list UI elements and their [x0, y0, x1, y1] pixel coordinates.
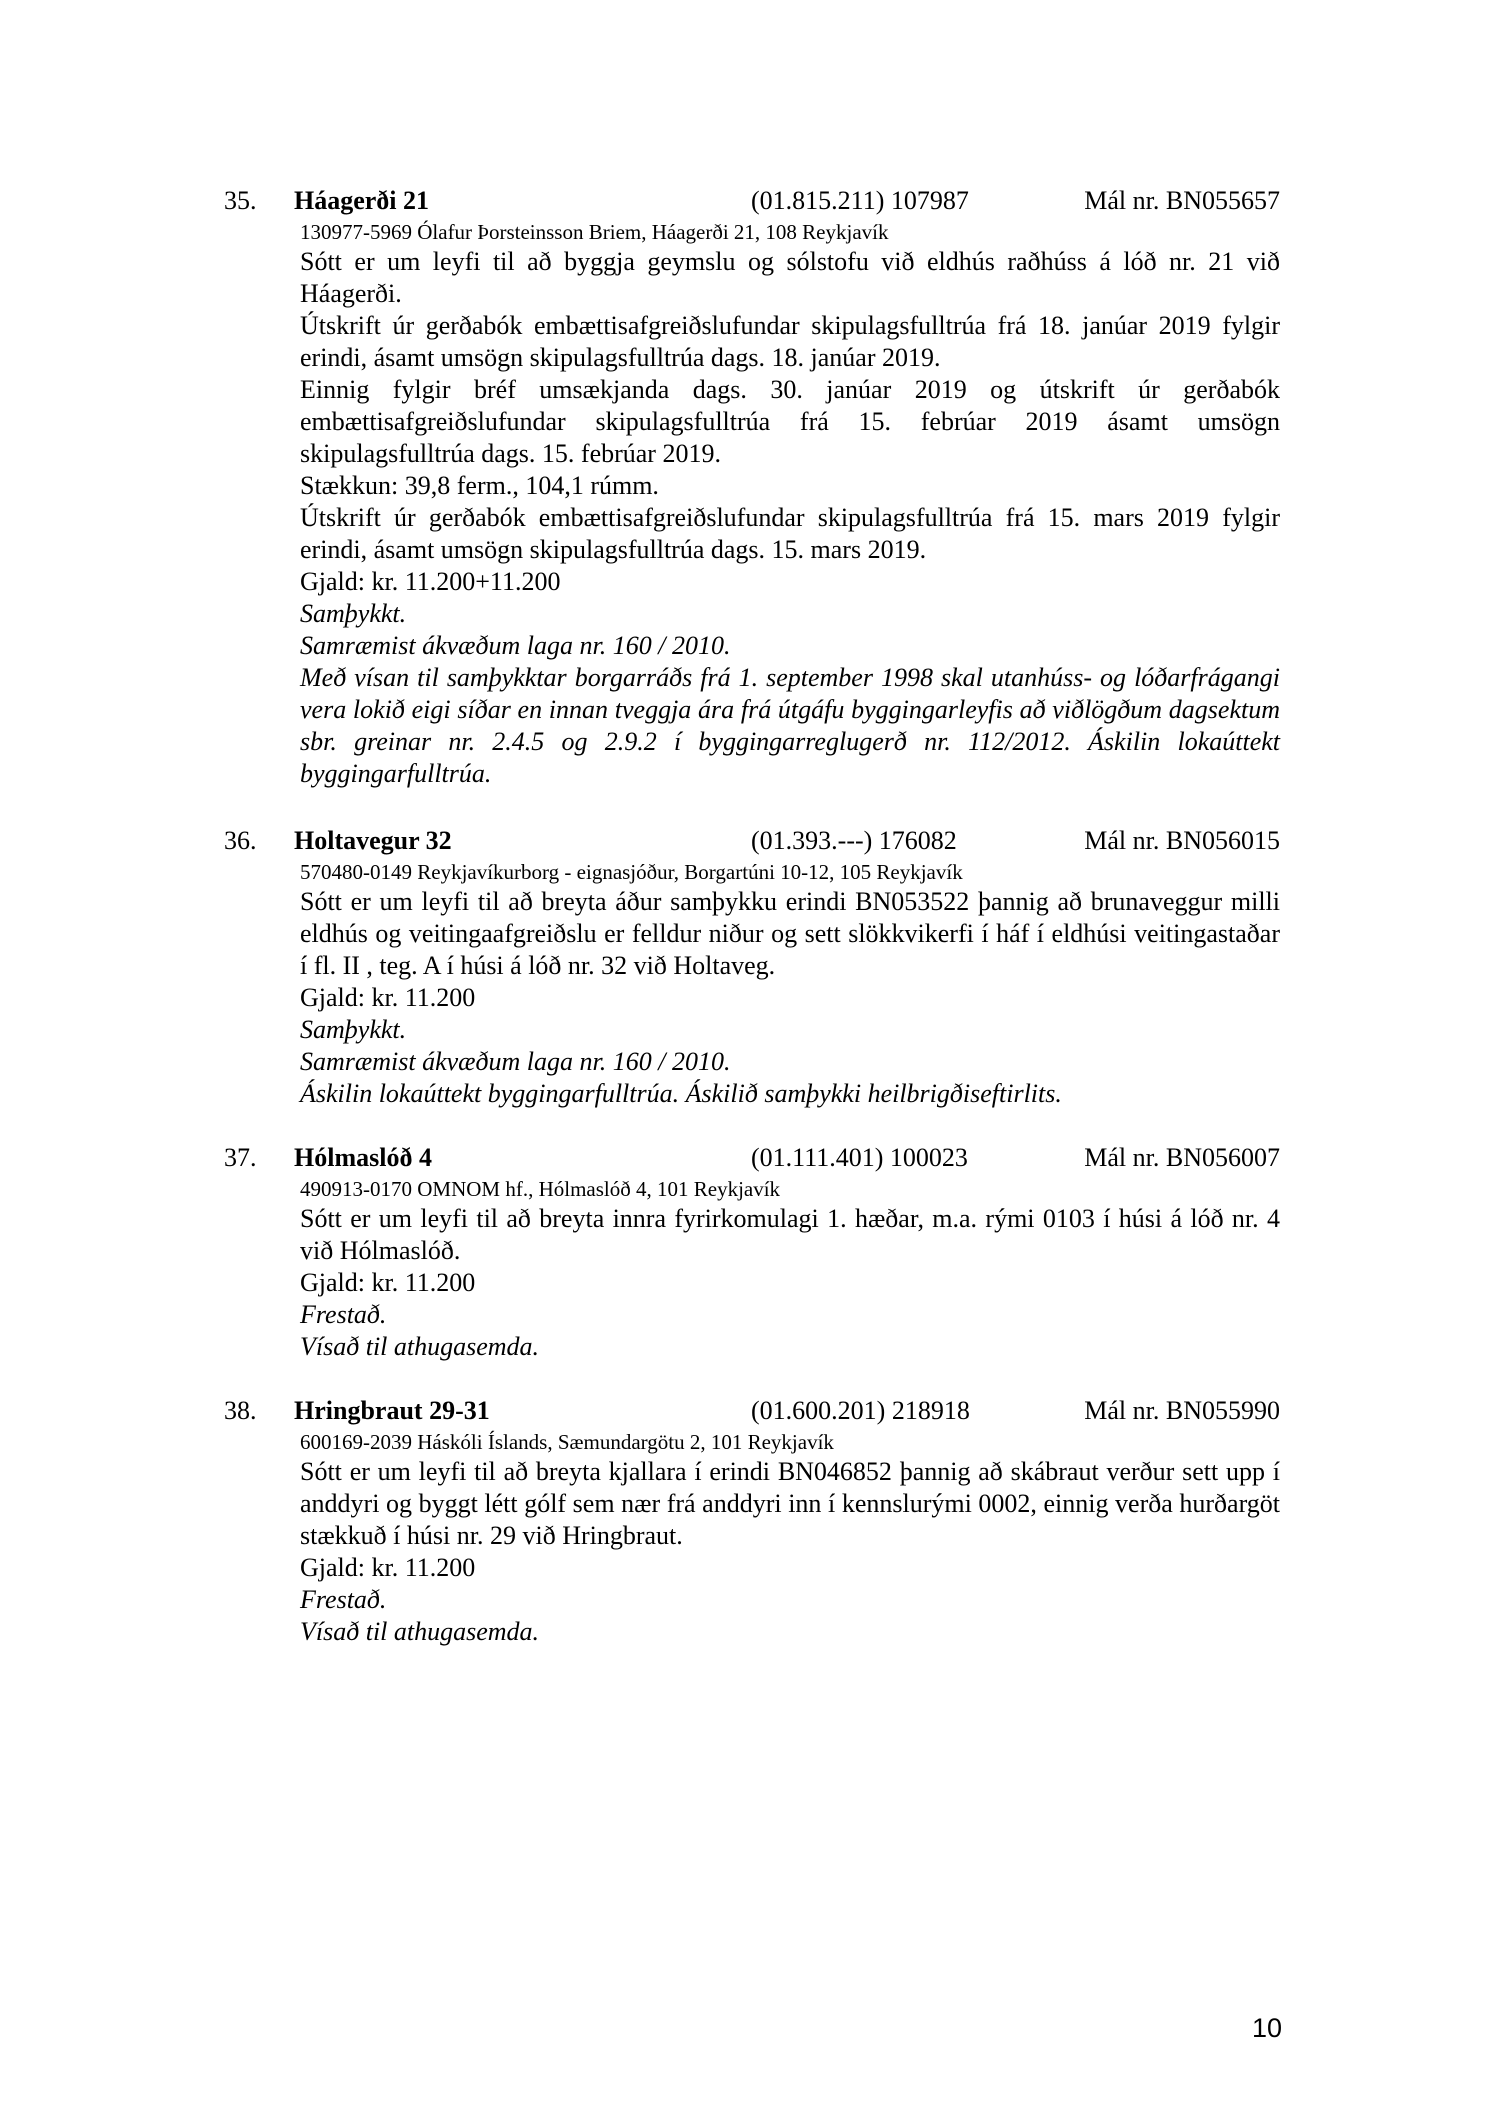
entry-38 [224, 1394, 1280, 1648]
entry-decision: Samræmist ákvæðum laga nr. 160 / 2010. [300, 631, 731, 660]
entry-decision: Vísað til athugasemda. [300, 1617, 540, 1646]
entry-35 [224, 184, 1280, 790]
entry-decision: Vísað til athugasemda. [300, 1332, 540, 1361]
entry-paragraph: Stækkun: 39,8 ferm., 104,1 rúmm. [300, 471, 659, 500]
entry-address: Hringbraut 29-31 [294, 1396, 490, 1425]
entry-paragraph: Útskrift úr gerðabók embættisafgreiðslufundar skipulagsfulltrúa frá 18. janúar 2019 fylgir erindi, ásamt umsögn skipulagsfulltrúa dags. 18. janúar 2019. [300, 311, 1280, 372]
entry-header [224, 824, 1280, 858]
entry-paragraph: Sótt er um leyfi til að breyta innra fyrirkomulagi 1. hæðar, m.a. rými 0103 í húsi á lóð nr. 4 við Hólmaslóð. [300, 1204, 1280, 1265]
entry-owner: 130977-5969 Ólafur Þorsteinsson Briem, Háagerði 21, 108 Reykjavík [300, 220, 889, 244]
page-number: 10 [1252, 2013, 1283, 2043]
entry-case-number: Mál nr. BN055657 [1084, 186, 1280, 215]
entry-decision: Samræmist ákvæðum laga nr. 160 / 2010. [300, 1047, 731, 1076]
entry-37 [224, 1141, 1280, 1363]
entry-header [224, 1394, 1280, 1428]
entry-address: Holtavegur 32 [294, 826, 452, 855]
entry-header [224, 184, 1280, 218]
entry-decision: Frestað. [300, 1585, 387, 1614]
entry-paragraph: Sótt er um leyfi til að breyta áður samþykku erindi BN053522 þannig að brunaveggur milli eldhús og veitingaafgreiðslu er felldur niður og sett slökkvikerfi í háf í eldhúsi veitingastaðar í fl. II , teg. A í húsi á lóð nr. 32 við Holtaveg. [300, 887, 1280, 980]
entry-paragraph: Sótt er um leyfi til að breyta kjallara í erindi BN046852 þannig að skábraut verður sett upp í anddyri og byggt létt gólf sem nær frá anddyri inn í kennslurými 0002, einnig verða hurðargöt stækkuð í húsi nr. 29 við Hringbraut. [300, 1457, 1280, 1550]
entry-case-number: Mál nr. BN056015 [1084, 826, 1280, 855]
entry-fee: Gjald: kr. 11.200 [300, 1268, 476, 1297]
entry-address: Háagerði 21 [294, 186, 430, 215]
entry-land-id: (01.600.201) 218918 [751, 1396, 970, 1425]
entry-36 [224, 824, 1280, 1110]
entry-address: Hólmaslóð 4 [294, 1143, 432, 1172]
entry-fee: Gjald: kr. 11.200 [300, 983, 476, 1012]
entry-owner: 600169-2039 Háskóli Íslands, Sæmundargötu 2, 101 Reykjavík [300, 1430, 834, 1454]
entry-paragraph: Einnig fylgir bréf umsækjanda dags. 30. janúar 2019 og útskrift úr gerðabók embættisafgreiðslufundar skipulagsfulltrúa frá 15. febrúar 2019 ásamt umsögn skipulagsfulltrúa dags. 15. febrúar 2019. [300, 375, 1280, 468]
entry-paragraph: Sótt er um leyfi til að byggja geymslu og sólstofu við eldhús raðhúss á lóð nr. 21 við Háagerði. [300, 247, 1280, 308]
entry-case-number: Mál nr. BN056007 [1084, 1143, 1280, 1172]
entry-decision: Áskilin lokaúttekt byggingarfulltrúa. Áskilið samþykki heilbrigðiseftirlits. [300, 1079, 1062, 1108]
entry-number: 38. [224, 1396, 257, 1425]
entry-owner: 570480-0149 Reykjavíkurborg - eignasjóður, Borgartúni 10-12, 105 Reykjavík [300, 860, 963, 884]
entry-decision: Samþykkt. [300, 1015, 407, 1044]
entry-land-id: (01.111.401) 100023 [751, 1143, 968, 1172]
entry-fee: Gjald: kr. 11.200 [300, 1553, 476, 1582]
entry-number: 36. [224, 826, 257, 855]
entry-header [224, 1141, 1280, 1175]
entry-decision: Samþykkt. [300, 599, 407, 628]
entry-land-id: (01.393.---) 176082 [751, 826, 957, 855]
entry-case-number: Mál nr. BN055990 [1084, 1396, 1280, 1425]
entry-land-id: (01.815.211) 107987 [751, 186, 969, 215]
entry-paragraph: Útskrift úr gerðabók embættisafgreiðslufundar skipulagsfulltrúa frá 15. mars 2019 fylgir erindi, ásamt umsögn skipulagsfulltrúa dags. 15. mars 2019. [300, 503, 1280, 564]
entry-number: 37. [224, 1143, 257, 1172]
entry-fee: Gjald: kr. 11.200+11.200 [300, 567, 561, 596]
entry-owner: 490913-0170 OMNOM hf., Hólmaslóð 4, 101 Reykjavík [300, 1177, 781, 1201]
entry-decision: Með vísan til samþykktar borgarráðs frá 1. september 1998 skal utanhúss- og lóðarfrágangi vera lokið eigi síðar en innan tveggja ára frá útgáfu byggingarleyfis að viðlögðum dagsektum sbr. greinar nr. 2.4.5 og 2.9.2 í byggingarreglugerð nr. 112/2012. Áskilin lokaúttekt byggingarfulltrúa. [300, 663, 1280, 788]
entry-decision: Frestað. [300, 1300, 387, 1329]
entry-number: 35. [224, 186, 257, 215]
